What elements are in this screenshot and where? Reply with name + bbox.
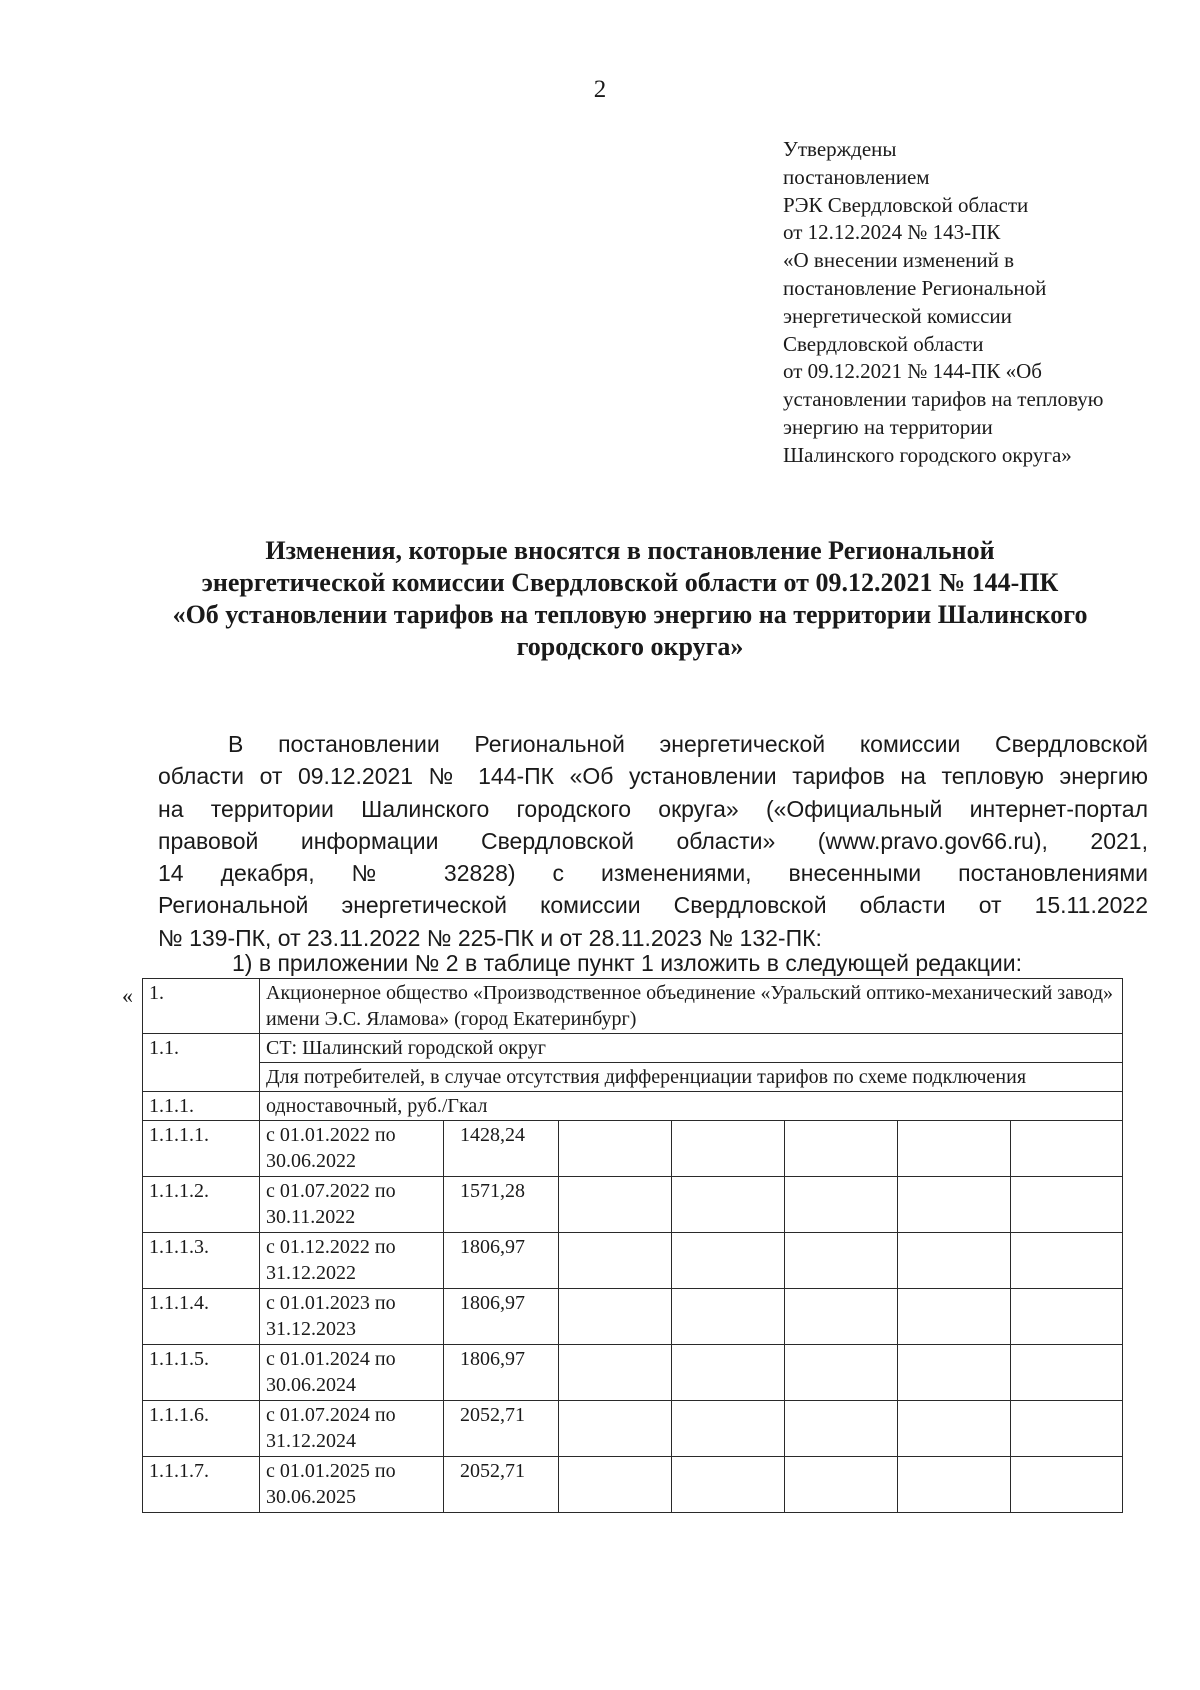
- empty-cell: [672, 1289, 785, 1345]
- body-line: 14 декабря, № 32828) с изменениями, внесенными постановлениями: [158, 860, 1148, 887]
- section-number-cell: 1.1.: [143, 1034, 260, 1092]
- approval-line: постановление Региональной: [783, 275, 1047, 300]
- empty-cell: [672, 1401, 785, 1457]
- table-row: [143, 1063, 1123, 1092]
- empty-cell: [672, 1345, 785, 1401]
- amendment-item: 1) в приложении № 2 в таблице пункт 1 изложить в следующей редакции:: [232, 950, 1023, 976]
- empty-cell: [898, 1457, 1011, 1513]
- rate-number-cell: 1.1.1.2.: [143, 1177, 260, 1233]
- empty-cell: [1011, 1233, 1123, 1289]
- empty-cell: [559, 1177, 672, 1233]
- rate-value-cell: 1806,97: [444, 1289, 559, 1345]
- empty-cell: [898, 1401, 1011, 1457]
- empty-cell: [785, 1289, 898, 1345]
- empty-cell: [672, 1121, 785, 1177]
- rate-period-cell: с 01.01.2024 по 30.06.2024: [260, 1345, 444, 1401]
- empty-cell: [898, 1289, 1011, 1345]
- rate-value-cell: 2052,71: [444, 1401, 559, 1457]
- empty-cell: [672, 1233, 785, 1289]
- rate-value-cell: 1571,28: [444, 1177, 559, 1233]
- approval-line: от 12.12.2024 № 143-ПК: [783, 220, 1001, 245]
- heading-line: городского округа»: [516, 632, 744, 661]
- empty-cell: [1011, 1345, 1123, 1401]
- rate-period-cell: с 01.07.2022 по 30.11.2022: [260, 1177, 444, 1233]
- body-line: области от 09.12.2021 № 144-ПК «Об установлении тарифов на тепловую энергию: [158, 763, 1148, 790]
- empty-cell: [898, 1177, 1011, 1233]
- approval-line: Утверждены: [783, 137, 897, 161]
- body-line: правовой информации Свердловской области» (www.pravo.gov66.ru), 2021,: [158, 827, 1148, 854]
- body-line: № 139-ПК, от 23.11.2022 № 225-ПК и от 28.11.2023 № 132-ПК:: [158, 924, 822, 951]
- empty-cell: [898, 1233, 1011, 1289]
- table-row: [143, 1457, 1123, 1513]
- rate-number-cell: 1.1.1.4.: [143, 1289, 260, 1345]
- rate-number-cell: 1.1.1.6.: [143, 1401, 260, 1457]
- empty-cell: [785, 1121, 898, 1177]
- tariff-table: [142, 978, 1123, 1513]
- empty-cell: [898, 1121, 1011, 1177]
- body-line: на территории Шалинского городского округа» («Официальный интернет-портал: [158, 795, 1148, 822]
- rate-period-cell: с 01.01.2023 по 31.12.2023: [260, 1289, 444, 1345]
- heading-line: «Об установлении тарифов на тепловую энергию на территории Шалинского: [172, 600, 1088, 629]
- empty-cell: [672, 1177, 785, 1233]
- approval-line: энергию на территории: [783, 414, 993, 439]
- page-number: 2: [593, 76, 607, 103]
- table-row: [143, 1401, 1123, 1457]
- rate-number-cell: 1.1.1.3.: [143, 1233, 260, 1289]
- body-paragraph: [158, 728, 1148, 954]
- empty-cell: [559, 1289, 672, 1345]
- empty-cell: [559, 1345, 672, 1401]
- empty-cell: [1011, 1177, 1123, 1233]
- table-row: [143, 1121, 1123, 1177]
- approval-line: установлении тарифов на тепловую: [783, 387, 1104, 412]
- table-row: [143, 979, 1123, 1034]
- approval-line: Свердловской области: [783, 331, 984, 356]
- empty-cell: [559, 1233, 672, 1289]
- empty-cell: [559, 1121, 672, 1177]
- document-heading: [150, 535, 1110, 663]
- table-row: [143, 1289, 1123, 1345]
- rate-period-cell: с 01.01.2025 по 30.06.2025: [260, 1457, 444, 1513]
- empty-cell: [672, 1457, 785, 1513]
- rate-type-number-cell: 1.1.1.: [143, 1092, 260, 1121]
- body-line: В постановлении Региональной энергетической комиссии Свердловской: [228, 731, 1148, 757]
- empty-cell: [559, 1401, 672, 1457]
- org-name-cell: Акционерное общество «Производственное объединение «Уральский оптико-механический завод» имени Э.С. Яламова» (город Екатеринбург): [260, 979, 1123, 1034]
- empty-cell: [898, 1345, 1011, 1401]
- table-row: [143, 1092, 1123, 1121]
- rate-period-cell: с 01.07.2024 по 31.12.2024: [260, 1401, 444, 1457]
- empty-cell: [785, 1345, 898, 1401]
- rate-type-cell: одноставочный, руб./Гкал: [260, 1092, 1123, 1121]
- empty-cell: [785, 1401, 898, 1457]
- rate-value-cell: 1428,24: [444, 1121, 559, 1177]
- rate-value-cell: 1806,97: [444, 1345, 559, 1401]
- empty-cell: [1011, 1457, 1123, 1513]
- section-name-cell: СТ: Шалинский городской округ: [260, 1034, 1123, 1063]
- rate-period-cell: с 01.01.2022 по 30.06.2022: [260, 1121, 444, 1177]
- open-quote: «: [122, 983, 133, 1008]
- rate-value-cell: 1806,97: [444, 1233, 559, 1289]
- rate-value-cell: 2052,71: [444, 1457, 559, 1513]
- rate-period-cell: с 01.12.2022 по 31.12.2022: [260, 1233, 444, 1289]
- table-row: [143, 1177, 1123, 1233]
- empty-cell: [1011, 1289, 1123, 1345]
- empty-cell: [785, 1177, 898, 1233]
- approval-line: от 09.12.2021 № 144-ПК «Об: [783, 359, 1042, 384]
- approval-line: постановлением: [783, 164, 930, 189]
- table-row: [143, 1345, 1123, 1401]
- table-row: [143, 1034, 1123, 1063]
- heading-line: энергетической комиссии Свердловской области от 09.12.2021 № 144-ПК: [201, 568, 1059, 597]
- rate-number-cell: 1.1.1.7.: [143, 1457, 260, 1513]
- consumers-cell: Для потребителей, в случае отсутствия дифференциации тарифов по схеме подключения: [260, 1063, 1123, 1092]
- approval-line: Шалинского городского округа»: [783, 442, 1072, 467]
- approval-block: [783, 136, 1163, 470]
- rate-number-cell: 1.1.1.5.: [143, 1345, 260, 1401]
- table-row: [143, 1233, 1123, 1289]
- org-number-cell: 1.: [143, 979, 260, 1034]
- empty-cell: [785, 1457, 898, 1513]
- rate-number-cell: 1.1.1.1.: [143, 1121, 260, 1177]
- heading-line: Изменения, которые вносятся в постановление Региональной: [265, 536, 995, 565]
- approval-line: РЭК Свердловской области: [783, 192, 1029, 217]
- empty-cell: [1011, 1121, 1123, 1177]
- empty-cell: [559, 1457, 672, 1513]
- approval-line: «О внесении изменений в: [783, 248, 1015, 273]
- empty-cell: [1011, 1401, 1123, 1457]
- body-line: Региональной энергетической комиссии Свердловской области от 15.11.2022: [158, 892, 1148, 919]
- empty-cell: [785, 1233, 898, 1289]
- approval-line: энергетической комиссии: [783, 303, 1012, 328]
